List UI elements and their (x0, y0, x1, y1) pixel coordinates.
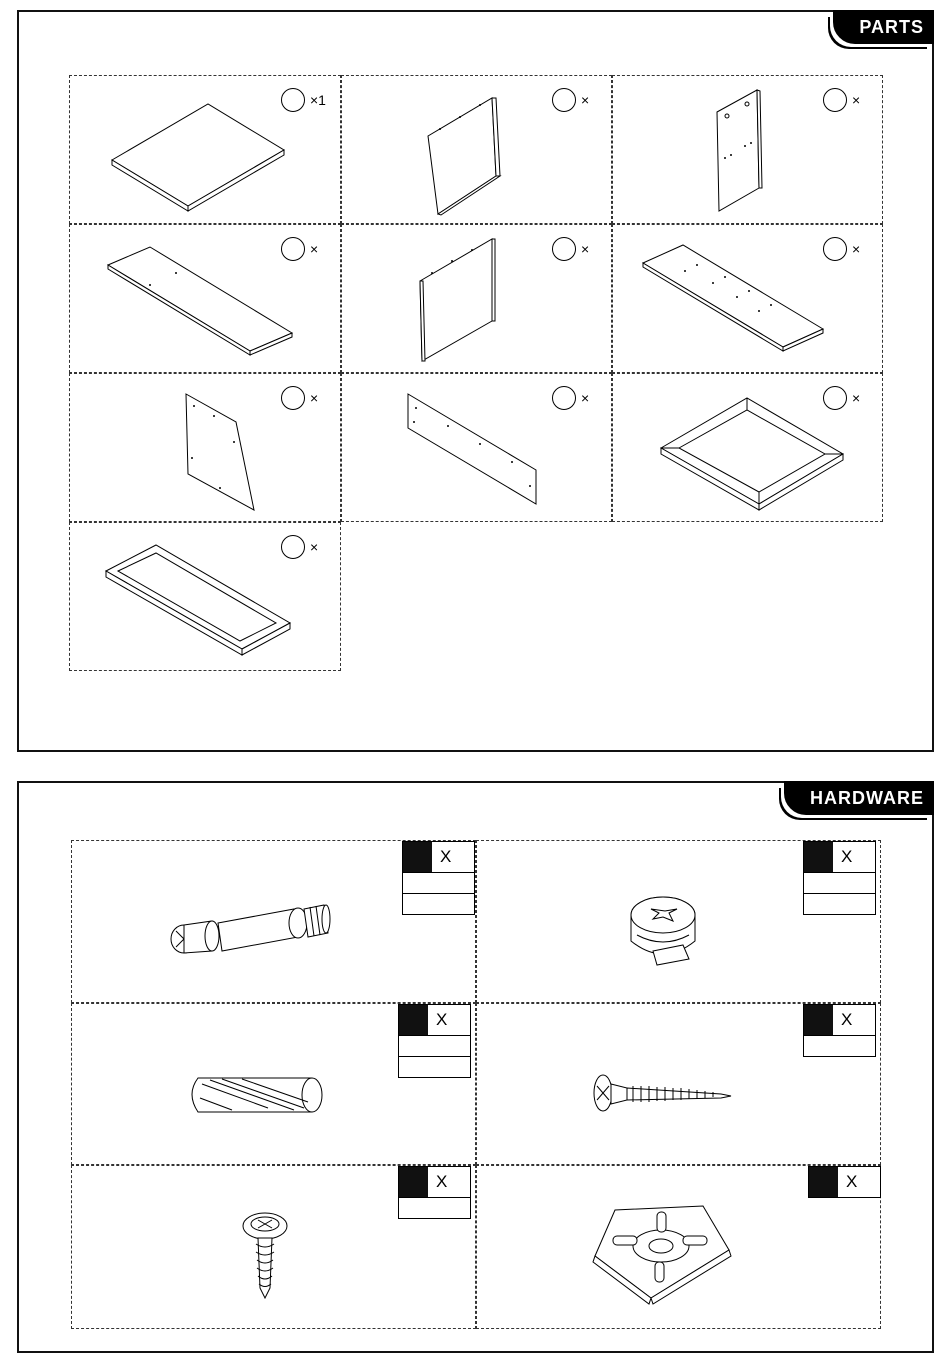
qty-multiplier: × (852, 390, 861, 406)
qty-label-block (804, 842, 833, 872)
hardware-qty-box-6 (808, 1166, 881, 1198)
qty-circle (823, 237, 847, 261)
part-qty-10 (281, 535, 318, 559)
qty-circle (823, 88, 847, 112)
qty-multiplier: × (310, 390, 319, 406)
qty-multiplier: X (436, 1010, 448, 1029)
qty-row (399, 1057, 470, 1077)
qty-multiplier: ×1 (310, 92, 326, 108)
qty-multiplier: × (852, 92, 861, 108)
part-cell-7 (69, 373, 341, 522)
part-cell-8 (341, 373, 612, 522)
qty-label-block (399, 1167, 428, 1197)
qty-multiplier: X (440, 847, 452, 866)
part-cell-10 (69, 522, 341, 671)
qty-multiplier: × (581, 92, 590, 108)
qty-multiplier: × (310, 241, 319, 257)
qty-row (399, 1198, 470, 1218)
part-qty-7 (281, 386, 318, 410)
qty-label-block (804, 1005, 833, 1035)
part-cell-4 (69, 224, 341, 373)
qty-row (403, 894, 474, 914)
hardware-qty-box-3 (398, 1004, 471, 1078)
qty-row (399, 1036, 470, 1057)
hardware-qty-box-1 (402, 841, 475, 915)
hardware-cell-1 (71, 840, 476, 1003)
qty-multiplier: X (841, 1010, 853, 1029)
qty-label-block (403, 842, 432, 872)
part-qty-2 (552, 88, 589, 112)
qty-multiplier: X (841, 847, 853, 866)
part-qty-9 (823, 386, 860, 410)
hardware-cell-5 (71, 1165, 476, 1329)
qty-circle (281, 88, 305, 112)
part-cell-3 (612, 75, 883, 224)
qty-row (403, 873, 474, 894)
part-cell-1 (69, 75, 341, 224)
qty-multiplier: × (310, 539, 319, 555)
qty-multiplier: × (581, 390, 590, 406)
qty-circle (281, 535, 305, 559)
qty-row (804, 1036, 875, 1056)
hardware-cell-4 (476, 1003, 881, 1165)
part-cell-2 (341, 75, 612, 224)
qty-circle (552, 88, 576, 112)
hardware-panel (17, 781, 934, 1353)
hardware-cell-3 (71, 1003, 476, 1165)
part-qty-3 (823, 88, 860, 112)
qty-circle (281, 386, 305, 410)
part-qty-8 (552, 386, 589, 410)
qty-label-block (809, 1167, 838, 1197)
qty-circle (552, 237, 576, 261)
qty-circle (552, 386, 576, 410)
hardware-qty-box-5 (398, 1166, 471, 1219)
qty-multiplier: X (846, 1172, 858, 1191)
qty-circle (823, 386, 847, 410)
hardware-qty-box-4 (803, 1004, 876, 1057)
qty-row (804, 894, 875, 914)
qty-multiplier: × (581, 241, 590, 257)
qty-circle (281, 237, 305, 261)
part-qty-6 (823, 237, 860, 261)
hardware-qty-box-2 (803, 841, 876, 915)
qty-multiplier: X (436, 1172, 448, 1191)
qty-row (804, 873, 875, 894)
part-cell-6 (612, 224, 883, 373)
part-qty-4 (281, 237, 318, 261)
parts-tab: PARTS (833, 10, 934, 44)
hardware-tab: HARDWARE (784, 781, 934, 815)
qty-label-block (399, 1005, 428, 1035)
hardware-cell-6 (476, 1165, 881, 1329)
qty-multiplier: × (852, 241, 861, 257)
part-qty-5 (552, 237, 589, 261)
part-qty-1 (281, 88, 326, 112)
part-cell-5 (341, 224, 612, 373)
parts-panel (17, 10, 934, 752)
hardware-cell-2 (476, 840, 881, 1003)
part-cell-9 (612, 373, 883, 522)
